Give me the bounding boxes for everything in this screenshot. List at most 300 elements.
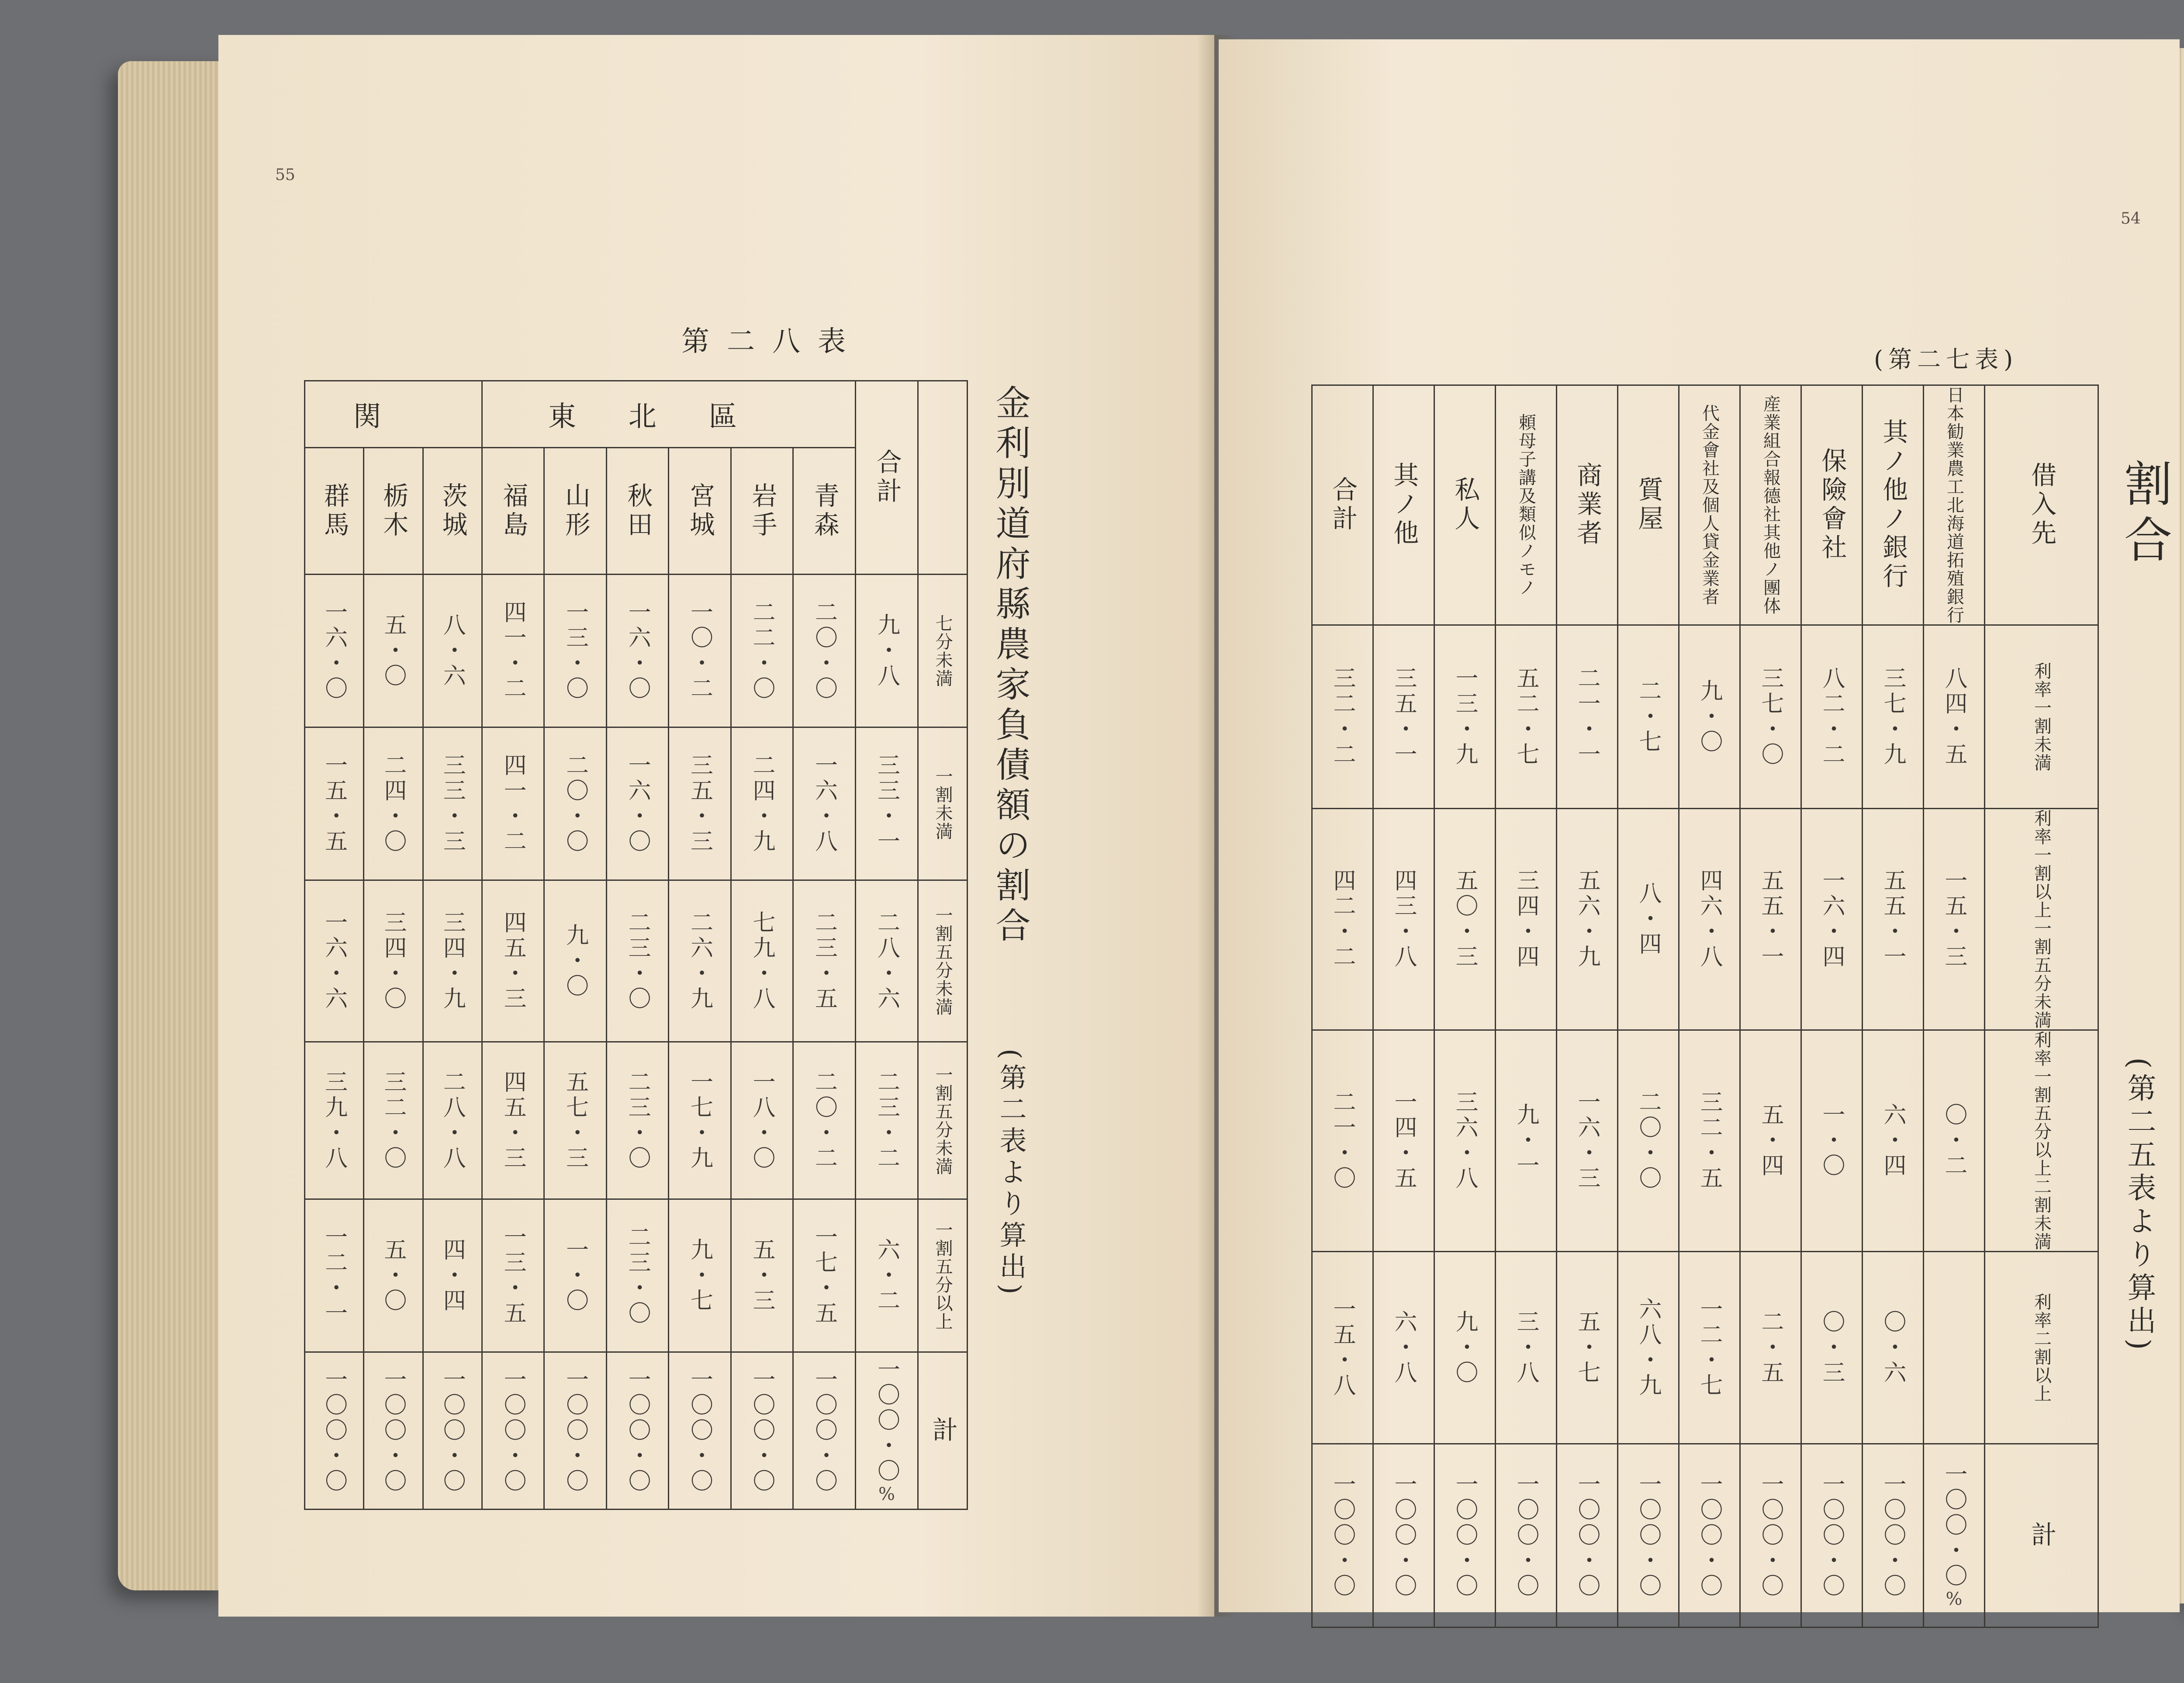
table-cell (1434, 809, 1496, 1030)
cell-value: 一五・八 (1329, 1297, 1355, 1399)
cell-value: 八・六 (439, 613, 466, 689)
table-row (305, 727, 968, 880)
cell-value: 一〇〇・〇 (1880, 1472, 1906, 1599)
row-label-text: 計 (928, 1416, 958, 1445)
pref-ibaraki-label: 茨城 (438, 482, 468, 540)
cell-value: 一〇〇・〇 (1941, 1462, 1967, 1589)
right-side-note: (第二五表より算出) (2122, 1057, 2156, 1354)
table-cell (423, 1352, 482, 1510)
cell-value: 〇・三 (1818, 1309, 1845, 1386)
table-cell (364, 1352, 423, 1510)
table-cell (1863, 809, 1924, 1030)
table-cell (305, 1199, 364, 1352)
cell-value: 二・七 (1635, 679, 1661, 755)
row-label (918, 1352, 968, 1510)
cell-value: 三七・〇 (1757, 666, 1783, 768)
cell-value: 二〇・〇 (1635, 1090, 1661, 1191)
table-cell (1924, 625, 1985, 809)
table-cell (1373, 1252, 1434, 1444)
table-cell (482, 575, 544, 727)
row-label (1985, 1030, 2098, 1252)
cell-value: 五・〇 (380, 613, 406, 689)
table-cell (1924, 1252, 1985, 1444)
table-cell (544, 880, 606, 1042)
cell-value: 一三・〇 (562, 600, 588, 702)
table-cell (1679, 1444, 1740, 1628)
table-cell (1740, 809, 1801, 1030)
table-cell (305, 880, 364, 1042)
lender-moneylender (1679, 385, 1740, 625)
table-cell (1679, 1030, 1740, 1252)
table-cell (669, 1199, 731, 1352)
table-cell (606, 1199, 668, 1352)
table-row (1312, 1252, 2098, 1444)
table-cell (305, 575, 364, 727)
region-header-row (305, 381, 968, 448)
cell-value: 九・〇 (1451, 1309, 1478, 1386)
row-label-text: 利率二割以上 (2031, 1292, 2052, 1403)
cell-value: 一〇〇・〇 (811, 1367, 837, 1494)
table-cell (1434, 1252, 1496, 1444)
percent-mark: % (1946, 1589, 1963, 1609)
table-row (1312, 1444, 2098, 1628)
lender-special-banks (1924, 385, 1985, 625)
table-cell (1863, 1444, 1924, 1628)
row-label-text: 利率一割五分以上二割未満 (2031, 1031, 2052, 1251)
cell-value: 一四・五 (1390, 1090, 1417, 1191)
cell-value: 二一・〇 (1329, 1090, 1355, 1191)
cell-value: 三六・八 (1451, 1090, 1478, 1191)
cell-value: 四五・三 (500, 1070, 526, 1171)
pref-miyagi (669, 448, 731, 575)
cell-value: 二三・〇 (624, 1225, 651, 1326)
row-label (918, 880, 968, 1042)
table-cell (1373, 1030, 1434, 1252)
table-row (305, 1042, 968, 1199)
cell-value: 二四・〇 (380, 753, 406, 855)
right-side-title: 割合 (2116, 459, 2172, 571)
cell-value: 一〇〇・〇 (562, 1367, 588, 1494)
cell-value: 二三・〇 (624, 910, 651, 1012)
lender-label: 産業組合報德社其他ノ團体 (1760, 395, 1781, 615)
left-page (218, 35, 1214, 1617)
pref-akita (606, 448, 668, 575)
lender-total (1312, 385, 1373, 625)
table-cell (793, 1352, 855, 1510)
table-cell (606, 1352, 668, 1510)
lender-label: 其ノ他 (1389, 462, 1419, 548)
percent-mark: % (878, 1484, 895, 1504)
table-cell (482, 1352, 544, 1510)
table-row (305, 1199, 968, 1352)
table-cell (606, 1042, 668, 1199)
lender-label: 質屋 (1634, 476, 1664, 534)
cell-value: 一〇〇・〇 (1329, 1472, 1355, 1599)
table-cell (669, 727, 731, 880)
cell-value: 三九・八 (321, 1070, 347, 1171)
region-kanto-label: 関 (353, 401, 434, 433)
table-cell (669, 1352, 731, 1510)
table-cell (731, 880, 793, 1042)
cell-value: 九・一 (1513, 1103, 1539, 1179)
cell-value: 二〇・〇 (562, 753, 588, 855)
table-cell (1496, 625, 1557, 809)
cell-value: 四一・二 (500, 600, 526, 702)
row-label-text: 一割未満 (933, 767, 953, 841)
cell-value: 五二・七 (1513, 666, 1539, 768)
row-label (1985, 1252, 2098, 1444)
table-cell (1801, 1252, 1863, 1444)
cell-value: 一〇〇・〇 (1818, 1472, 1845, 1599)
table-cell (1312, 1252, 1373, 1444)
cell-value: 一〇〇・〇 (1696, 1472, 1722, 1599)
table-cell (1496, 809, 1557, 1030)
table-cell-total (855, 880, 918, 1042)
cell-value: 六・八 (1390, 1309, 1417, 1386)
table-cell (793, 575, 855, 727)
pref-tochigi (364, 448, 423, 575)
pref-fukushima-label: 福島 (498, 482, 529, 540)
cell-value: 三四・九 (439, 910, 466, 1012)
table-cell (1557, 1252, 1618, 1444)
header-blank (918, 381, 968, 575)
cell-value: 三七・九 (1880, 666, 1906, 768)
table-cell (1618, 809, 1679, 1030)
table-cell (1557, 809, 1618, 1030)
cell-value: 一六・三 (1574, 1090, 1600, 1191)
table-cell (1434, 1030, 1496, 1252)
table-cell (1740, 625, 1801, 809)
cell-value: 四六・八 (1696, 869, 1722, 970)
table-row (305, 575, 968, 727)
cell-value: 三二・二 (1329, 666, 1355, 768)
lender-cooperative (1740, 385, 1801, 625)
cell-value: 六八・九 (1635, 1297, 1661, 1399)
table-cell (1312, 809, 1373, 1030)
row-label (1985, 625, 2098, 809)
table-cell (1740, 1444, 1801, 1628)
cell-value: 二八・六 (873, 910, 900, 1012)
table-cell (606, 727, 668, 880)
lender-header-row (1312, 385, 2098, 625)
row-label-text: 一割五分未満 (933, 1065, 953, 1176)
table-cell (669, 880, 731, 1042)
table-cell (731, 1352, 793, 1510)
cell-value: 三・八 (1513, 1309, 1539, 1386)
lender-label: 代金會社及個人貸金業者 (1699, 404, 1720, 606)
table-cell (1863, 1252, 1924, 1444)
cell-value: 五・〇 (380, 1237, 406, 1314)
table-cell (731, 1042, 793, 1199)
table-cell (1679, 809, 1740, 1030)
table-row (1312, 809, 2098, 1030)
table-cell (544, 1042, 606, 1199)
cell-value: 二八・八 (439, 1070, 466, 1171)
table-cell (793, 727, 855, 880)
table-cell (364, 727, 423, 880)
cell-value: 一六・六 (321, 910, 347, 1012)
left-side-note: (第二表より算出) (995, 1049, 1027, 1299)
cell-value: 一〇〇・〇 (1574, 1472, 1600, 1599)
cell-value: 一六・〇 (624, 600, 651, 702)
left-data-table (304, 380, 968, 1510)
cell-value: 一〇〇・〇 (749, 1367, 775, 1494)
cell-value: 三四・四 (1513, 869, 1539, 970)
table-cell (793, 1199, 855, 1352)
table-row (305, 1352, 968, 1510)
row-label-text: 利率一割未満 (2031, 661, 2052, 772)
table-cell (1496, 1030, 1557, 1252)
cell-value: 一・〇 (1818, 1103, 1845, 1179)
table-cell-total (855, 727, 918, 880)
cell-value: 一七・九 (686, 1070, 713, 1171)
table-cell (1863, 625, 1924, 809)
table-cell (1434, 1444, 1496, 1628)
table-cell (793, 880, 855, 1042)
left-side-title: 金利別道府縣農家負債額の割合 (990, 384, 1030, 947)
cell-value: 一三・五 (500, 1225, 526, 1326)
cell-value: 一〇〇・〇 (321, 1367, 347, 1494)
table-cell (1801, 1444, 1863, 1628)
cell-value: 五七・三 (562, 1070, 588, 1171)
table-row (305, 880, 968, 1042)
table-cell (423, 1042, 482, 1199)
cell-value: 一〇〇・〇 (1757, 1472, 1783, 1599)
table-cell (1496, 1444, 1557, 1628)
cell-value: 七九・八 (749, 910, 775, 1012)
cell-value: 八四・五 (1941, 666, 1967, 768)
cell-value: 九・〇 (562, 923, 588, 999)
cell-value: 一〇〇・〇 (873, 1357, 900, 1484)
cell-value: 一・〇 (562, 1237, 588, 1314)
cell-value: 二〇・〇 (811, 600, 837, 702)
table-row (1312, 1030, 2098, 1252)
cell-value: 一六・〇 (624, 753, 651, 855)
row-label-text: 一割五分未満 (933, 906, 953, 1016)
lender-label: 頼母子講及類似ノモノ (1516, 413, 1536, 597)
table-cell (364, 1042, 423, 1199)
table-cell (1801, 625, 1863, 809)
table-cell (423, 880, 482, 1042)
table-cell (1312, 625, 1373, 809)
cell-value: 一六・〇 (321, 600, 347, 702)
cell-value: 一二・七 (1696, 1297, 1722, 1399)
table-cell (1679, 625, 1740, 809)
lender-other (1373, 385, 1434, 625)
pref-iwate (731, 448, 793, 575)
table-row (1312, 625, 2098, 809)
table-cell (793, 1042, 855, 1199)
cell-value: 二〇・二 (811, 1070, 837, 1171)
cell-value: 二六・九 (686, 910, 713, 1012)
lender-label: 日本勧業農工北海道拓殖銀行 (1944, 386, 1964, 624)
table-cell (544, 575, 606, 727)
table-cell (1373, 1444, 1434, 1628)
cell-value: 一〇・二 (686, 600, 713, 702)
lender-label: 商業者 (1572, 462, 1603, 548)
cell-value: 四・四 (439, 1237, 466, 1314)
table-cell (606, 880, 668, 1042)
cell-value: 二・五 (1757, 1309, 1783, 1386)
cell-value: 一五・五 (321, 753, 347, 855)
row-label (918, 1199, 968, 1352)
table-cell (669, 575, 731, 727)
pref-aomori (793, 448, 855, 575)
cell-value: 二三・五 (811, 910, 837, 1012)
row-label (1985, 1444, 2098, 1628)
header-lender (1985, 385, 2098, 625)
lender-label: 其ノ他ノ銀行 (1878, 419, 1908, 592)
page-edges-left (118, 61, 232, 1590)
cell-value: 一〇〇・〇 (686, 1367, 713, 1494)
pref-yamagata-label: 山形 (560, 482, 591, 540)
lender-tanomoshi (1496, 385, 1557, 625)
lender-label: 保險會社 (1817, 447, 1847, 563)
cell-value: 三二・五 (1696, 1090, 1722, 1191)
cell-value: 一七・五 (811, 1225, 837, 1326)
cell-value: 一二・一 (321, 1225, 347, 1326)
table-cell-total (855, 1042, 918, 1199)
table-cell (1679, 1252, 1740, 1444)
cell-value: 一六・四 (1818, 869, 1845, 970)
pref-fukushima (482, 448, 544, 575)
cell-value: 五六・九 (1574, 869, 1600, 970)
cell-value: 一〇〇・〇 (439, 1367, 466, 1494)
table-cell (1557, 1030, 1618, 1252)
table-cell (1740, 1252, 1801, 1444)
cell-value: 四三・八 (1390, 869, 1417, 970)
row-label-text: 七分未満 (933, 614, 953, 688)
cell-value: 五五・一 (1757, 869, 1783, 970)
cell-value: 四五・三 (500, 910, 526, 1012)
row-label (918, 575, 968, 727)
cell-value: 九・七 (686, 1237, 713, 1314)
table-cell (482, 727, 544, 880)
row-label (1985, 809, 2098, 1030)
table-cell (305, 1352, 364, 1510)
region-tohoku-label: 東北區 (548, 401, 789, 433)
cell-value: 一〇〇・〇 (500, 1367, 526, 1494)
pref-gunma (305, 448, 364, 575)
pref-akita-label: 秋田 (623, 482, 653, 540)
pref-yamagata (544, 448, 606, 575)
region-tohoku (482, 381, 855, 448)
table-cell (305, 727, 364, 880)
cell-value: 一八・〇 (749, 1070, 775, 1171)
cell-value: 六・四 (1880, 1103, 1906, 1179)
table-cell-total (855, 575, 918, 727)
table-cell (731, 575, 793, 727)
lender-merchant (1557, 385, 1618, 625)
right-page-number: 54 (2121, 210, 2141, 228)
cell-value: 三二・〇 (380, 1070, 406, 1171)
cell-value: 二二・〇 (749, 600, 775, 702)
row-label-text: 計 (2027, 1521, 2057, 1550)
cell-value: 一〇〇・〇 (380, 1367, 406, 1494)
cell-value: 〇・二 (1941, 1103, 1967, 1179)
cell-value: 二三・二 (873, 1070, 900, 1171)
table-cell (1801, 809, 1863, 1030)
pref-iwate-label: 岩手 (747, 482, 778, 540)
table-cell (1496, 1252, 1557, 1444)
cell-value: 一〇〇・〇 (1451, 1472, 1478, 1599)
cell-value: 五・三 (749, 1237, 775, 1314)
cell-value: 八・四 (1635, 881, 1661, 957)
cell-value: 六・二 (873, 1237, 900, 1314)
lender-other-banks (1863, 385, 1924, 625)
table-cell (606, 575, 668, 727)
cell-value: 二四・九 (749, 753, 775, 855)
table-cell (544, 727, 606, 880)
lender-pawnshop (1618, 385, 1679, 625)
table-cell (423, 1199, 482, 1352)
table-cell (482, 880, 544, 1042)
table-cell (423, 575, 482, 727)
table-cell (731, 1199, 793, 1352)
cell-value: 二一・一 (1574, 666, 1600, 768)
row-label-text: 一割五分以上 (933, 1220, 953, 1331)
lender-private (1434, 385, 1496, 625)
table-cell (1557, 625, 1618, 809)
cell-value: 一〇〇・〇 (1390, 1472, 1417, 1599)
table-cell (1740, 1030, 1801, 1252)
cell-value: 三五・三 (686, 753, 713, 855)
cell-value: 一三・九 (1451, 666, 1478, 768)
pref-tochigi-label: 栃木 (379, 482, 409, 540)
header-total-label: 合計 (872, 449, 902, 506)
table-cell (544, 1199, 606, 1352)
cell-value: 三三・一 (873, 753, 900, 855)
cell-value: 二三・〇 (624, 1070, 651, 1171)
table-cell (364, 575, 423, 727)
pref-miyagi-label: 宮城 (685, 482, 715, 540)
row-label-text: 利率一割以上一割五分未満 (2031, 809, 2052, 1029)
table-cell-total (855, 1352, 918, 1510)
table-cell (1618, 625, 1679, 809)
header-total (855, 381, 918, 575)
table-cell (482, 1042, 544, 1199)
right-data-table (1311, 384, 2099, 1628)
cell-value: 三五・一 (1390, 666, 1417, 768)
table-cell (1312, 1030, 1373, 1252)
cell-value: 一五・三 (1941, 869, 1967, 970)
cell-value: 九・〇 (1696, 679, 1722, 755)
row-label (918, 1042, 968, 1199)
header-lender-label: 借入先 (2027, 462, 2057, 548)
cell-value: 四一・二 (500, 753, 526, 855)
row-label (918, 727, 968, 880)
table-cell (1924, 809, 1985, 1030)
cell-value: 四二・二 (1329, 869, 1355, 970)
cell-value: 一六・八 (811, 753, 837, 855)
table-cell (1373, 809, 1434, 1030)
region-kanto (305, 381, 482, 448)
table-cell (1557, 1444, 1618, 1628)
table-cell (364, 1199, 423, 1352)
cell-value: 八二・二 (1818, 666, 1845, 768)
table-cell (305, 1042, 364, 1199)
table-cell (482, 1199, 544, 1352)
cell-value: 三三・三 (439, 753, 466, 855)
table-cell (1618, 1252, 1679, 1444)
cell-value: 五〇・三 (1451, 869, 1478, 970)
table-cell (1373, 625, 1434, 809)
cell-value: 五五・一 (1880, 869, 1906, 970)
right-table-label: (第二七表) (1874, 346, 2018, 373)
table-cell (731, 727, 793, 880)
table-cell (1618, 1444, 1679, 1628)
table-cell (364, 880, 423, 1042)
